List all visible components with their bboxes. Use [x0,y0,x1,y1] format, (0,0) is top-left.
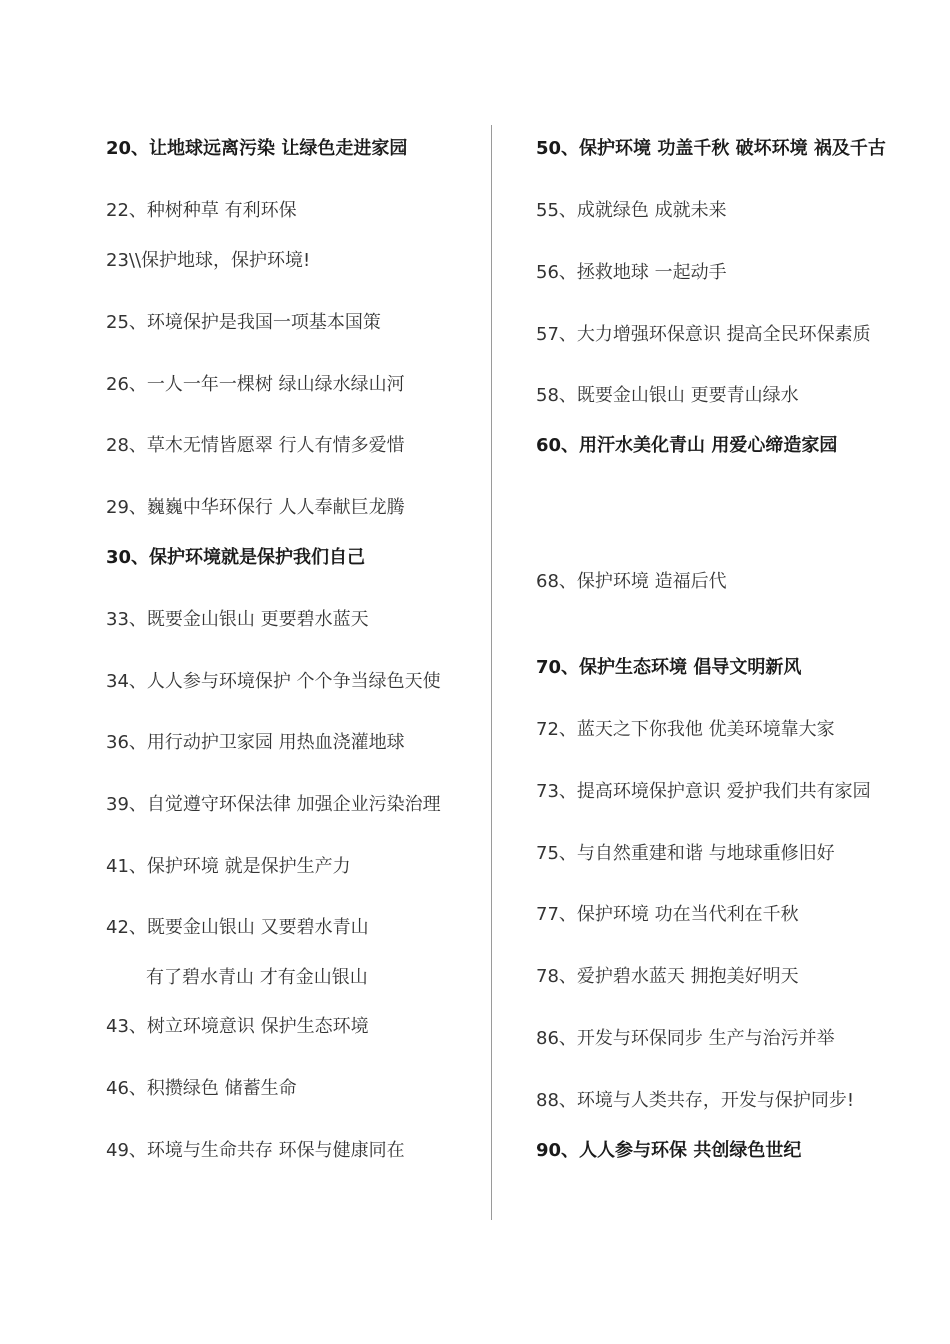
slogan-72: 72、蓝天之下你我他 优美环境靠大家 [536,719,835,740]
slogan-36: 36、用行动护卫家园 用热血浇灌地球 [106,732,405,753]
slogan-26: 26、一人一年一棵树 绿山绿水绿山河 [106,374,405,395]
slogan-58: 58、既要金山银山 更要青山绿水 [536,385,799,406]
slogan-49: 49、环境与生命共存 环保与健康同在 [106,1140,405,1161]
slogan-57: 57、大力增强环保意识 提高全民环保素质 [536,324,871,345]
column-divider [491,125,492,1220]
slogan-23: 23\\保护地球，保护环境! [106,250,311,271]
slogan-41: 41、保护环境 就是保护生产力 [106,856,351,877]
slogan-77: 77、保护环境 功在当代利在千秋 [536,904,799,925]
slogan-50: 50、保护环境 功盖千秋 破坏环境 祸及千古 [536,138,886,159]
slogan-56: 56、拯救地球 一起动手 [536,262,727,283]
slogan-34: 34、人人参与环境保护 个个争当绿色天使 [106,671,441,692]
slogan-68: 68、保护环境 造福后代 [536,571,727,592]
slogan-73: 73、提高环境保护意识 爱护我们共有家园 [536,781,871,802]
slogan-46: 46、积攒绿色 储蓄生命 [106,1078,297,1099]
slogan-42-continued: 有了碧水青山 才有金山银山 [146,967,368,988]
slogan-70: 70、保护生态环境 倡导文明新风 [536,657,802,678]
slogan-28: 28、草木无情皆愿翠 行人有情多爱惜 [106,435,405,456]
slogan-33: 33、既要金山银山 更要碧水蓝天 [106,609,369,630]
slogan-29: 29、巍巍中华环保行 人人奉献巨龙腾 [106,497,405,518]
slogan-20: 20、让地球远离污染 让绿色走进家园 [106,138,408,159]
slogan-39: 39、自觉遵守环保法律 加强企业污染治理 [106,794,441,815]
slogan-42: 42、既要金山银山 又要碧水青山 [106,917,369,938]
slogan-25: 25、环境保护是我国一项基本国策 [106,312,381,333]
slogan-55: 55、成就绿色 成就未来 [536,200,727,221]
slogan-86: 86、开发与环保同步 生产与治污并举 [536,1028,835,1049]
slogan-75: 75、与自然重建和谐 与地球重修旧好 [536,843,835,864]
slogan-90: 90、人人参与环保 共创绿色世纪 [536,1140,802,1161]
slogan-43: 43、树立环境意识 保护生态环境 [106,1016,369,1037]
slogan-30: 30、保护环境就是保护我们自己 [106,547,366,568]
slogan-60: 60、用汗水美化青山 用爱心缔造家园 [536,435,838,456]
slogan-88: 88、环境与人类共存，开发与保护同步! [536,1090,855,1111]
slogan-22: 22、种树种草 有利环保 [106,200,297,221]
slogan-78: 78、爱护碧水蓝天 拥抱美好明天 [536,966,799,987]
